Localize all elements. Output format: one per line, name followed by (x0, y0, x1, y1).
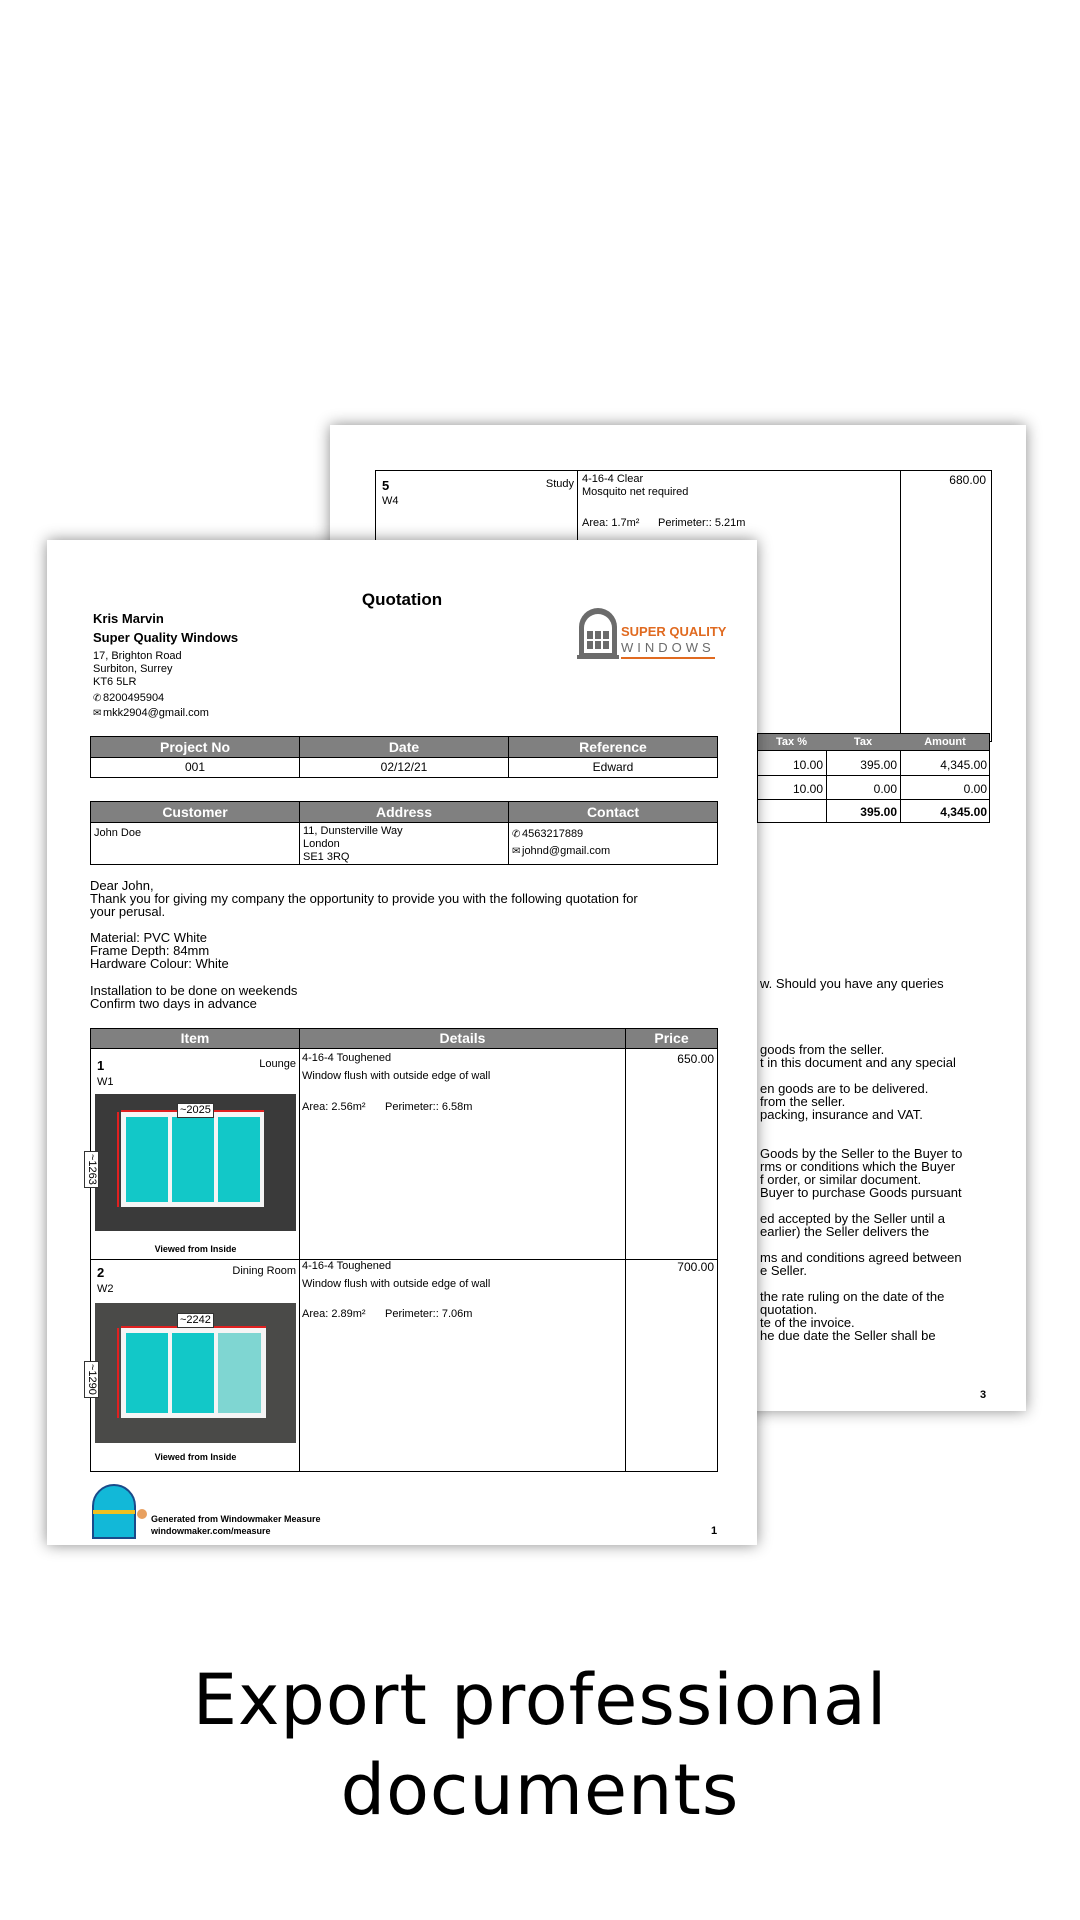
frame-depth-spec: Frame Depth: 84mm (90, 943, 210, 958)
contact-cell (508, 822, 718, 865)
terms-line: quotation. (760, 1302, 818, 1317)
terms-line: from the seller. (760, 1094, 846, 1109)
installation-note: Installation to be done on weekends (90, 983, 298, 998)
phone-icon: ✆ (512, 829, 521, 840)
terms-line: Goods by the Seller to the Buyer to (760, 1146, 963, 1161)
seller-phone-row (93, 692, 164, 705)
terms-line: he due date the Seller shall be (760, 1328, 936, 1343)
date-header: Date (299, 736, 509, 758)
seller-email-row (93, 707, 209, 720)
seller-name: Kris Marvin (93, 611, 164, 626)
customer-email: johnd@gmail.com (522, 845, 611, 857)
view-caption: Viewed from Inside (154, 1244, 237, 1254)
seller-phone: 8200495904 (103, 692, 165, 704)
height-dimension-line (117, 1328, 119, 1418)
terms-line: t in this document and any special (760, 1055, 956, 1070)
amount-total: 4,345.00 (940, 805, 987, 819)
item-price: 650.00 (677, 1052, 714, 1066)
page-number: 3 (980, 1389, 987, 1401)
terms-line: rms or conditions which the Buyer (760, 1159, 956, 1174)
windowmaker-logo-icon (90, 1484, 148, 1540)
item-code: W4 (382, 495, 399, 507)
terms-line: e Seller. (760, 1263, 807, 1278)
date-value: 02/12/21 (299, 757, 509, 778)
item-glass: 4-16-4 Toughened (302, 1260, 392, 1272)
project-no-header: Project No (90, 736, 300, 758)
terms-line: earlier) the Seller delivers the (760, 1224, 930, 1239)
marketing-caption (0, 1655, 1080, 1835)
column-divider (625, 1048, 626, 1472)
seller-address-line1: 17, Brighton Road (93, 650, 182, 662)
footer-website: windowmaker.com/measure (151, 1526, 271, 1536)
tax-value: 395.00 (860, 758, 897, 772)
column-divider (900, 470, 901, 740)
company-logo (577, 605, 727, 663)
row-divider (757, 799, 990, 800)
item-number: 5 (382, 478, 390, 493)
details-header: Details (299, 1028, 626, 1049)
item-area: Area: 1.7m² (582, 517, 640, 529)
logo-underline (621, 657, 715, 659)
tax-rate: 10.00 (792, 782, 823, 796)
glass-pane (126, 1333, 168, 1413)
caption-line2: documents (340, 1749, 740, 1831)
phone-icon: ✆ (93, 693, 102, 704)
row-divider (90, 1259, 718, 1260)
glass-pane (172, 1117, 214, 1202)
window-logo-icon (577, 605, 619, 659)
confirmation-note: Confirm two days in advance (90, 996, 257, 1011)
seller-address-line2: Surbiton, Surrey (93, 663, 173, 675)
amount-header: Amount (924, 736, 966, 748)
material-spec: Material: PVC White (90, 930, 208, 945)
tax-header: Tax (853, 736, 873, 748)
tax-value: 0.00 (873, 782, 897, 796)
item-area: Area: 2.56m² (302, 1101, 366, 1113)
customer-name: John Doe (94, 827, 142, 839)
price-header: Price (625, 1028, 718, 1049)
mail-icon: ✉ (512, 846, 521, 857)
item-perimeter: Perimeter:: 5.21m (658, 517, 746, 529)
mail-icon: ✉ (93, 708, 102, 719)
letter-body-line2: your perusal. (90, 904, 166, 919)
item-number: 2 (97, 1265, 105, 1280)
letter-body-line1: Thank you for giving my company the opportunity to provide you with the following quotation for (90, 891, 638, 906)
tax-percent-header: Tax % (776, 736, 807, 748)
seller-email: mkk2904@gmail.com (103, 707, 209, 719)
terms-line: w. Should you have any queries (760, 976, 944, 991)
item-code: W2 (97, 1283, 114, 1295)
logo-line1: SUPER QUALITY (621, 624, 727, 639)
item-number: 1 (97, 1058, 105, 1073)
terms-line: te of the invoice. (760, 1315, 855, 1330)
terms-line: ms and conditions agreed between (760, 1250, 962, 1265)
item-glass: 4-16-4 Clear (582, 473, 644, 485)
customer-cell (90, 822, 300, 865)
height-dimension: ~1290 (84, 1361, 99, 1398)
window-photo-w2 (86, 1303, 296, 1443)
customer-email-row (512, 845, 610, 858)
item-glass: 4-16-4 Toughened (302, 1052, 392, 1064)
terms-line: en goods are to be delivered. (760, 1081, 929, 1096)
window-photo-w1 (86, 1094, 296, 1231)
item-note: Window flush with outside edge of wall (302, 1070, 491, 1082)
seller-postcode: KT6 5LR (93, 676, 137, 688)
item-note: Window flush with outside edge of wall (302, 1278, 491, 1290)
amount-value: 0.00 (963, 782, 987, 796)
seller-company: Super Quality Windows (93, 630, 239, 645)
terms-line: ed accepted by the Seller until a (760, 1211, 946, 1226)
address-header: Address (299, 801, 509, 823)
page-number: 1 (711, 1525, 718, 1537)
hardware-colour-spec: Hardware Colour: White (90, 956, 229, 971)
address-cell (299, 822, 509, 865)
letter-greeting: Dear John, (90, 878, 154, 893)
customer-address-line2: London (303, 838, 340, 850)
terms-line: packing, insurance and VAT. (760, 1107, 923, 1122)
item-perimeter: Perimeter:: 6.58m (385, 1101, 473, 1113)
reference-header: Reference (508, 736, 718, 758)
customer-phone: 4563217889 (522, 828, 584, 840)
tax-rate: 10.00 (792, 758, 823, 772)
terms-line: f order, or similar document. (760, 1172, 922, 1187)
glass-pane (218, 1333, 261, 1413)
reference-value: Edward (508, 757, 718, 778)
customer-phone-row (512, 828, 583, 841)
item-note: Mosquito net required (582, 486, 689, 498)
column-divider (299, 1048, 300, 1472)
item-perimeter: Perimeter:: 7.06m (385, 1308, 473, 1320)
front-document-page (47, 540, 757, 1545)
width-dimension: ~2025 (177, 1103, 214, 1118)
item-header: Item (90, 1028, 300, 1049)
glass-pane (126, 1117, 168, 1202)
item-price: 680.00 (949, 473, 986, 487)
height-dimension: ~1263 (84, 1151, 99, 1188)
item-price: 700.00 (677, 1260, 714, 1274)
caption-line1: Export professional (192, 1659, 888, 1741)
customer-header: Customer (90, 801, 300, 823)
tax-total: 395.00 (860, 805, 897, 819)
customer-address-line3: SE1 3RQ (303, 851, 350, 863)
item-code: W1 (97, 1076, 114, 1088)
item-area: Area: 2.89m² (302, 1308, 366, 1320)
document-title: Quotation (361, 590, 443, 609)
logo-line2: WINDOWS (621, 640, 715, 655)
view-caption: Viewed from Inside (154, 1452, 237, 1462)
item-room: Dining Room (232, 1265, 296, 1277)
amount-value: 4,345.00 (940, 758, 987, 772)
terms-line: goods from the seller. (760, 1042, 885, 1057)
terms-line: the rate ruling on the date of the (760, 1289, 945, 1304)
item-room: Study (545, 478, 574, 490)
width-dimension: ~2242 (177, 1313, 214, 1328)
item-room: Lounge (259, 1058, 296, 1070)
terms-line: Buyer to purchase Goods pursuant (760, 1185, 962, 1200)
customer-address-line1: 11, Dunsterville Way (303, 825, 403, 837)
footer-generated-by: Generated from Windowmaker Measure (151, 1514, 321, 1524)
row-divider (757, 775, 990, 776)
contact-header: Contact (508, 801, 718, 823)
glass-pane (218, 1117, 260, 1202)
project-no-value: 001 (90, 757, 300, 778)
glass-pane (172, 1333, 214, 1413)
height-dimension-line (117, 1112, 119, 1207)
